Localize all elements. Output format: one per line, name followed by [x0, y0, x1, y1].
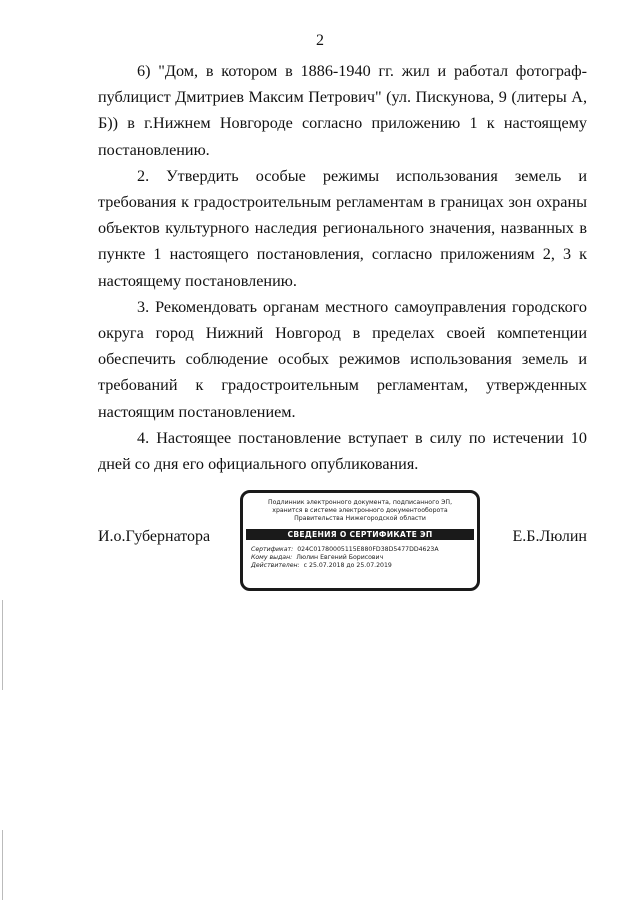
stamp-valid-row — [251, 562, 469, 570]
stamp-issued-to-label: Кому выдан: — [251, 554, 293, 561]
paragraph-point-2: 2. Утвердить особые режимы использования земель и требования к градостроительным регламентам в границах зон охраны объектов культурного наследия регионального значения, названных в пункте 1 настоящего постановления, согласно приложениям 2, 3 к настоящему постановлению. — [98, 166, 587, 290]
signatory-title: И.о.Губернатора — [98, 528, 211, 545]
stamp-certificate-row — [251, 546, 469, 554]
stamp-header-text: Подлинник электронного документа, подписанного ЭП, хранится в системе электронного документооборота Правительства Нижегородской области — [267, 499, 453, 522]
stamp-certificate-label: Сертификат: — [251, 546, 294, 553]
stamp-issued-to-row — [251, 554, 469, 562]
scan-edge-mark — [2, 830, 3, 900]
document-body — [98, 58, 587, 477]
stamp-valid-value: с 25.07.2018 до 25.07.2019 — [303, 562, 392, 569]
electronic-signature-stamp — [240, 490, 480, 591]
paragraph-point-3: 3. Рекомендовать органам местного самоуправления городского округа город Нижний Новгород в пределах своей компетенции обеспечить соблюдение особых режимов использования земель и требований к градостроительным регламентам, утвержденных настоящим постановлением. — [98, 297, 587, 421]
stamp-certificate-value: 024C01780005115E880FD38D5477DD4623A — [297, 546, 439, 553]
stamp-issued-to-value: Люлин Евгений Борисович — [296, 554, 384, 561]
scan-edge-mark — [2, 600, 3, 690]
stamp-valid-label: Действителен: — [251, 562, 300, 569]
paragraph-point-4: 4. Настоящее постановление вступает в силу по истечении 10 дней со дня его официального опубликования. — [98, 428, 587, 474]
page-number: 2 — [316, 32, 324, 49]
stamp-certificate-banner: СВЕДЕНИЯ О СЕРТИФИКАТЕ ЭП — [246, 529, 474, 540]
stamp-details — [251, 546, 469, 570]
signatory-name: Е.Б.Люлин — [512, 528, 587, 545]
paragraph-item-6: 6) "Дом, в котором в 1886-1940 гг. жил и работал фотограф-публицист Дмитриев Максим Петрович" (ул. Пискунова, 9 (литеры А, Б)) в г.Нижнем Новгороде согласно приложению 1 к настоящему постановлению. — [98, 62, 587, 159]
